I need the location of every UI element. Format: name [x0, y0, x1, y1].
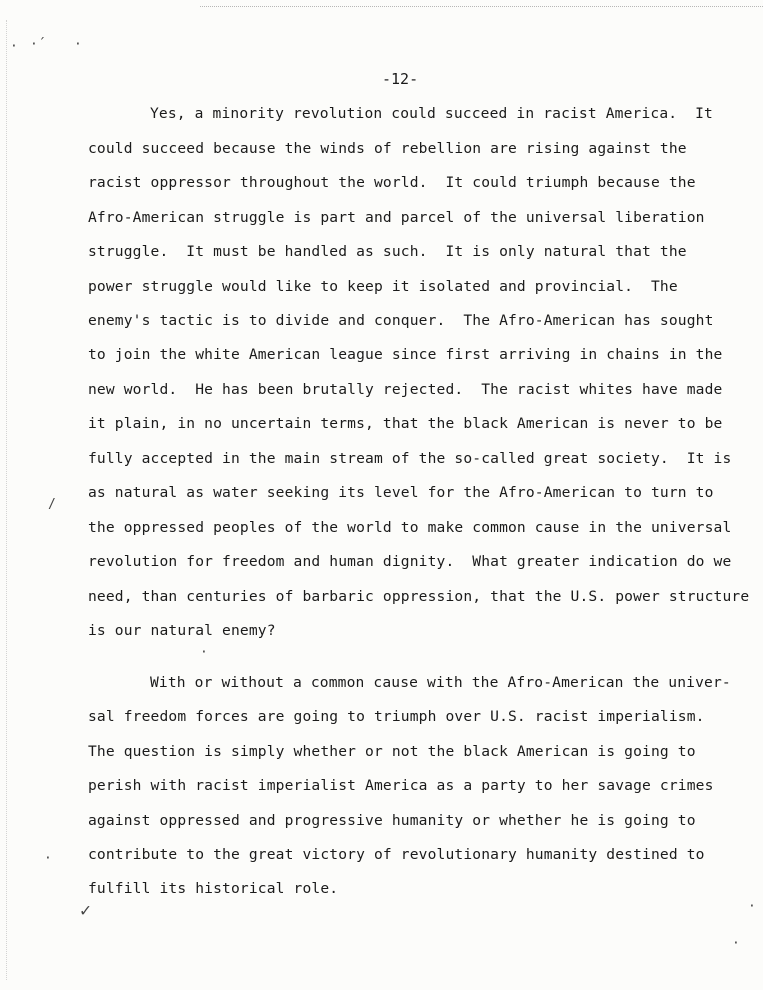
paragraph-line: Afro-American struggle is part and parcel of the universal liberation [88, 209, 705, 226]
paragraph-line: The question is simply whether or not the black American is going to [88, 743, 696, 760]
scan-top-edge [200, 0, 763, 7]
paragraph-line: With or without a common cause with the Afro-American the univer- [150, 674, 731, 691]
paragraph-line: Yes, a minority revolution could succeed in racist America. It [150, 105, 713, 122]
scan-speck: ·´ [30, 37, 46, 52]
scan-speck: · [74, 37, 82, 52]
paragraph-line: is our natural enemy? [88, 622, 276, 639]
scan-speck: · [44, 851, 52, 866]
check-mark: ✓ [80, 900, 91, 921]
paragraph-line: could succeed because the winds of rebellion are rising against the [88, 140, 687, 157]
paragraph-line: struggle. It must be handled as such. It is only natural that the [88, 243, 687, 260]
scan-speck: · [10, 39, 18, 54]
paragraph-line: revolution for freedom and human dignity. What greater indication do we [88, 553, 732, 570]
paragraph-line: fulfill its historical role. [88, 880, 339, 897]
paragraph-line: as natural as water seeking its level for the Afro-American to turn to [88, 484, 714, 501]
page-number: -12- [382, 70, 419, 88]
scan-speck: · [748, 899, 756, 914]
scan-speck: / [48, 497, 56, 512]
paragraph-line: racist oppressor throughout the world. It could triumph because the [88, 174, 696, 191]
paragraph-line: enemy's tactic is to divide and conquer. The Afro-American has sought [88, 312, 714, 329]
paragraph-line: need, than centuries of barbaric oppression, that the U.S. power structure [88, 588, 750, 605]
scan-speck: · [200, 645, 208, 660]
paragraph-line: it plain, in no uncertain terms, that the black American is never to be [88, 415, 723, 432]
paragraph-line: sal freedom forces are going to triumph over U.S. racist imperialism. [88, 708, 705, 725]
paragraph-line: fully accepted in the main stream of the so-called great society. It is [88, 450, 732, 467]
paragraph-line: the oppressed peoples of the world to make common cause in the universal [88, 519, 732, 536]
paragraph-line: to join the white American league since first arriving in chains in the [88, 346, 723, 363]
scan-speck: · [732, 936, 740, 951]
paragraph-line: new world. He has been brutally rejected. The racist whites have made [88, 381, 723, 398]
paragraph-line: against oppressed and progressive humanity or whether he is going to [88, 812, 696, 829]
paragraph-line: perish with racist imperialist America as a party to her savage crimes [88, 777, 714, 794]
paragraph-line: contribute to the great victory of revolutionary humanity destined to [88, 846, 705, 863]
scan-left-edge [6, 20, 11, 980]
paragraph-line: power struggle would like to keep it isolated and provincial. The [88, 278, 678, 295]
